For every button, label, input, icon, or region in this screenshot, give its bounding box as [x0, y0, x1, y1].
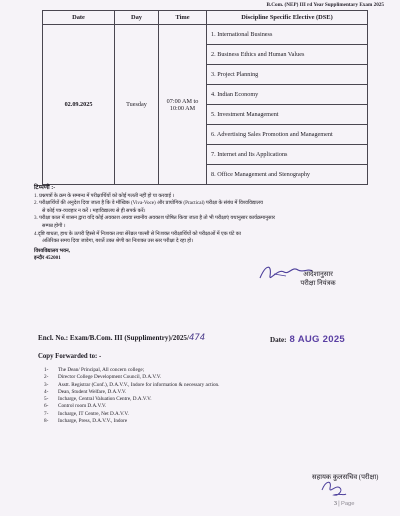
subject-cell: 1. International Business: [207, 25, 368, 45]
note-item-continued: सम्पन्न होगी ।: [42, 223, 66, 229]
table-row: [43, 25, 368, 45]
office-city: इन्दौर 452001: [34, 255, 61, 262]
signatory-block: [268, 270, 368, 288]
list-item: 2- Director College Development Council, D.A.V.V.: [44, 374, 162, 381]
subject-cell: 6. Advertising Sales Promotion and Management: [207, 125, 368, 145]
column-header-time: Time: [159, 11, 207, 25]
time-start: 07:00 AM to: [166, 97, 199, 105]
column-header-day: Day: [115, 11, 159, 25]
exam-schedule-table: [42, 10, 368, 185]
list-item: 8- Incharge, Press, D.A.V.V., Indore: [44, 417, 128, 424]
running-head: B.Com. (NEP) III rd Year Supplimentary Exam 2025: [266, 2, 384, 8]
note-item: 3. परीक्षा काल में शासन द्वारा यदि कोई अवकाश अथवा स्थानीय अवकाश घोषित किया जाता है तो भी परीक्षाएं यथानुसार कार्यक्रमानुसार: [34, 215, 275, 222]
time-end: 10:00 AM: [169, 104, 196, 112]
list-item: 3- Asstt. Registrar (Conf.), D.A.V.V., Indore for information & necessary action.: [44, 381, 220, 388]
subject-cell: 5. Investment Management: [207, 105, 368, 125]
signatory-order-line: आदेशानुसार: [303, 271, 333, 278]
subject-cell: 7. Internet and Its Applications: [207, 145, 368, 165]
exam-date-cell: 02.09.2025: [43, 25, 115, 185]
subject-cell: 2. Business Ethics and Human Values: [207, 45, 368, 65]
note-item: 4.दृष्टि बाधता, हाथ के ऊपरी हिस्से में निःशक्त तथा सेरेब्रल पाल्सी से निःशक्त परीक्षार्थियों को परीक्षाओं में एक घंटे का: [34, 230, 241, 237]
notes-section: [34, 184, 369, 263]
notes-heading: टिप्पणी :-: [34, 185, 56, 191]
enclosure-label: Encl. No.: Exam/B.Com. III (Supplimentry)/2025/: [38, 334, 189, 342]
office-name: विश्वविद्यालय भवन,: [34, 247, 71, 254]
list-item: 7- Incharge, IT Centre, Net D.A.V.V.: [44, 410, 129, 417]
table-header-row: [43, 11, 368, 25]
page-number: 3 | Page: [334, 501, 355, 507]
list-item: 4- Dean, Student Welfare, D.A.V.V.: [44, 388, 127, 395]
forward-list: [44, 367, 219, 425]
note-item-continued: से कोई पत्र-व्यवहार न करें । महाविद्यालय से ही सपर्क करें।: [42, 207, 146, 214]
list-item: 5- Incharge, Central Valuation Centre, D.A.V.V.: [44, 396, 152, 403]
office-address: [34, 248, 369, 263]
exam-day-cell: Tuesday: [115, 25, 159, 185]
column-header-date: Date: [43, 11, 115, 25]
dispatch-date: [270, 334, 345, 345]
enclosure-number: [38, 333, 205, 343]
list-item: 6- Control room D.A.V.V.: [44, 403, 107, 410]
note-item: 2. परीक्षार्थियों की अनुदेश दिया जाता है कि वे मौखिक (Viva-Voce) और प्रायोगिक (Practical) परीक्षा के संबंध में विश्वविद्यालय: [34, 200, 263, 207]
note-item: 1. प्रश्नपत्रों के क्रम के सम्बन्ध में परीक्षार्थियों को कोई गलती नहीं हो या करवाई ।: [34, 192, 175, 199]
subject-cell: 8. Office Management and Stenography: [207, 165, 368, 185]
signatory-title: परीक्षा नियंत्रक: [300, 280, 336, 288]
enclosure-handwritten-number: 474: [188, 333, 206, 343]
assistant-registrar-title: सहायक कुलसचिव (परीक्षा): [312, 474, 379, 481]
column-header-dse: Discipline Specific Elective (DSE): [207, 11, 368, 25]
exam-time-cell: [159, 25, 207, 185]
copy-forwarded-heading: Copy Forwarded to: -: [38, 353, 102, 360]
date-stamp: 8 AUG 2025: [289, 334, 346, 345]
date-label: Date:: [270, 336, 287, 344]
note-item-continued: अतिरिक्त समय दिया जावेगा, बशर्ते उक्त श्रेणी का निःशक्त उस स्तर परीक्षा दे रहा हो।: [42, 238, 194, 245]
subject-cell: 3. Project Planning: [207, 65, 368, 85]
list-item: 1- The Dean/ Principal, All concern college;: [44, 367, 145, 373]
subject-cell: 4. Indian Economy: [207, 85, 368, 105]
